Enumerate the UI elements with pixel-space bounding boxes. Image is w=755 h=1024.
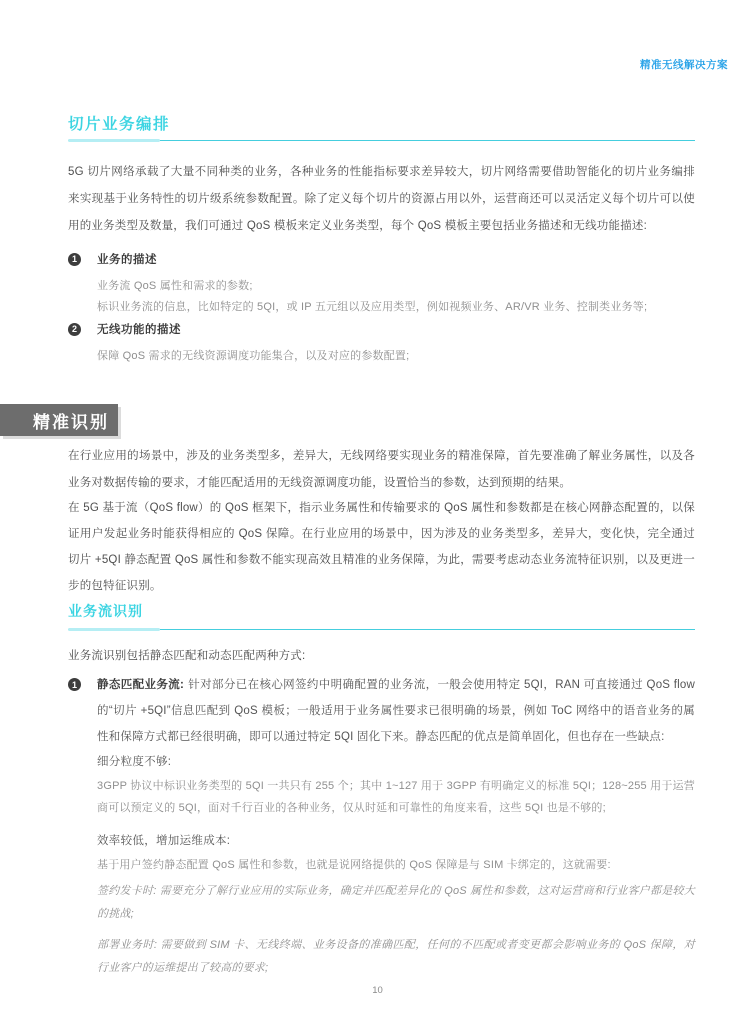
section-divider xyxy=(68,139,695,143)
list-item-head xyxy=(68,321,695,337)
numbered-bullet-icon: 1 xyxy=(68,253,81,266)
divider-accent xyxy=(68,628,160,631)
list-item-service-description xyxy=(68,251,695,318)
paragraph-precise-identification-2: 在 5G 基于流（QoS flow）的 QoS 框架下，指示业务属性和传输要求的 QoS 属性和参数都是在核心网静态配置的，以保证用户发起业务时能获得相应的 QoS 保障。在行业应用的场景中，因为涉及的业务类型多，差异大，变化快，完全通过切片 +5QI 静态配置 QoS 属性和参数不能实现高效且精准的业务保障，为此，需要考虑动态业务流特征识别，以及更进一步的包特征识别。 xyxy=(68,502,695,592)
chapter-banner-precise-identification: 精准识别 xyxy=(0,404,118,436)
list-item-title: 无线功能的描述 xyxy=(97,324,181,336)
drawback-title-efficiency: 效率较低，增加运维成本: xyxy=(97,835,231,847)
section-divider xyxy=(68,628,695,632)
list-item-line: 保障 QoS 需求的无线资源调度功能集合，以及对应的参数配置; xyxy=(97,350,410,362)
numbered-bullet-icon: 1 xyxy=(68,678,81,691)
list-item-body xyxy=(97,672,695,750)
list-item-line: 标识业务流的信息，比如特定的 5QI，或 IP 五元组以及应用类型，例如视频业务、AR/VR 业务、控制类业务等; xyxy=(97,301,648,313)
divider-line xyxy=(68,629,695,630)
section-title-flow-identification: 业务流识别 xyxy=(68,603,143,619)
note-subscription-card: 签约发卡时: 需要充分了解行业应用的实际业务，确定并匹配差异化的 QoS 属性和参数，这对运营商和行业客户都是较大的挑战; xyxy=(97,885,695,920)
list-item-radio-function-description xyxy=(68,321,695,367)
paragraph-slice-orchestration-intro: 5G 切片网络承载了大量不同种类的业务，各种业务的性能指标要求差异较大，切片网络需要借助智能化的切片业务编排来实现基于业务特性的切片级系统参数配置。除了定义每个切片的资源占用以外，运营商还可以灵活定义每个切片可以使用的业务类型及数量，我们可通过 QoS 模板来定义业务类型，每个 QoS 模板主要包括业务描述和无线功能描述: xyxy=(68,166,695,232)
divider-accent xyxy=(68,139,160,142)
list-item-text: 针对部分已在核心网签约中明确配置的业务流，一般会使用特定 5QI，RAN 可直接通过 QoS flow 的“切片 +5QI”信息匹配到 QoS 模板；一般适用于业务属性要求已很明确的场景，例如 ToC 网络中的语音业务的属性和保障方式都已经很明确，即可以通过特定 5QI 固化下来。静态匹配的优点是简单固化，但也存在一些缺点: xyxy=(97,679,695,743)
running-header: 精准无线解决方案 xyxy=(640,59,728,71)
divider-line xyxy=(68,140,695,141)
list-item-static-matching xyxy=(68,672,695,750)
list-item-head xyxy=(68,251,695,267)
drawback-title-granularity: 细分粒度不够: xyxy=(97,756,172,768)
drawback-text-granularity: 3GPP 协议中标识业务类型的 5QI 一共只有 255 个；其中 1~127 用于 3GPP 有明确定义的标准 5QI；128~255 用于运营商可以预定义的 5QI，面对千行百业的各种业务，仅从时延和可靠性的角度来看，这些 5QI 也是不够的; xyxy=(97,780,695,814)
list-item-title: 静态匹配业务流: xyxy=(97,679,185,691)
note-deployment: 部署业务时: 需要做到 SIM 卡、无线终端、业务设备的准确匹配，任何的不匹配或者变更都会影响业务的 QoS 保障，对行业客户的运维提出了较高的要求; xyxy=(97,939,695,974)
numbered-bullet-icon: 2 xyxy=(68,323,81,336)
list-item-line: 业务流 QoS 属性和需求的参数; xyxy=(97,280,253,292)
drawback-text-efficiency: 基于用户签约静态配置 QoS 属性和参数，也就是说网络提供的 QoS 保障是与 SIM 卡绑定的，这就需要: xyxy=(97,859,611,871)
paragraph-flow-identification-lead: 业务流识别包括静态匹配和动态匹配两种方式: xyxy=(68,650,306,662)
section-title-slice-orchestration: 切片业务编排 xyxy=(68,116,171,133)
page-number: 10 xyxy=(372,985,383,996)
list-item-title: 业务的描述 xyxy=(97,254,157,266)
paragraph-precise-identification-1: 在行业应用的场景中，涉及的业务类型多，差异大，无线网络要实现业务的精准保障，首先要准确了解业务属性，以及各业务对数据传输的要求，才能匹配适用的无线资源调度功能，设置恰当的参数，达到预期的结果。 xyxy=(68,450,695,489)
